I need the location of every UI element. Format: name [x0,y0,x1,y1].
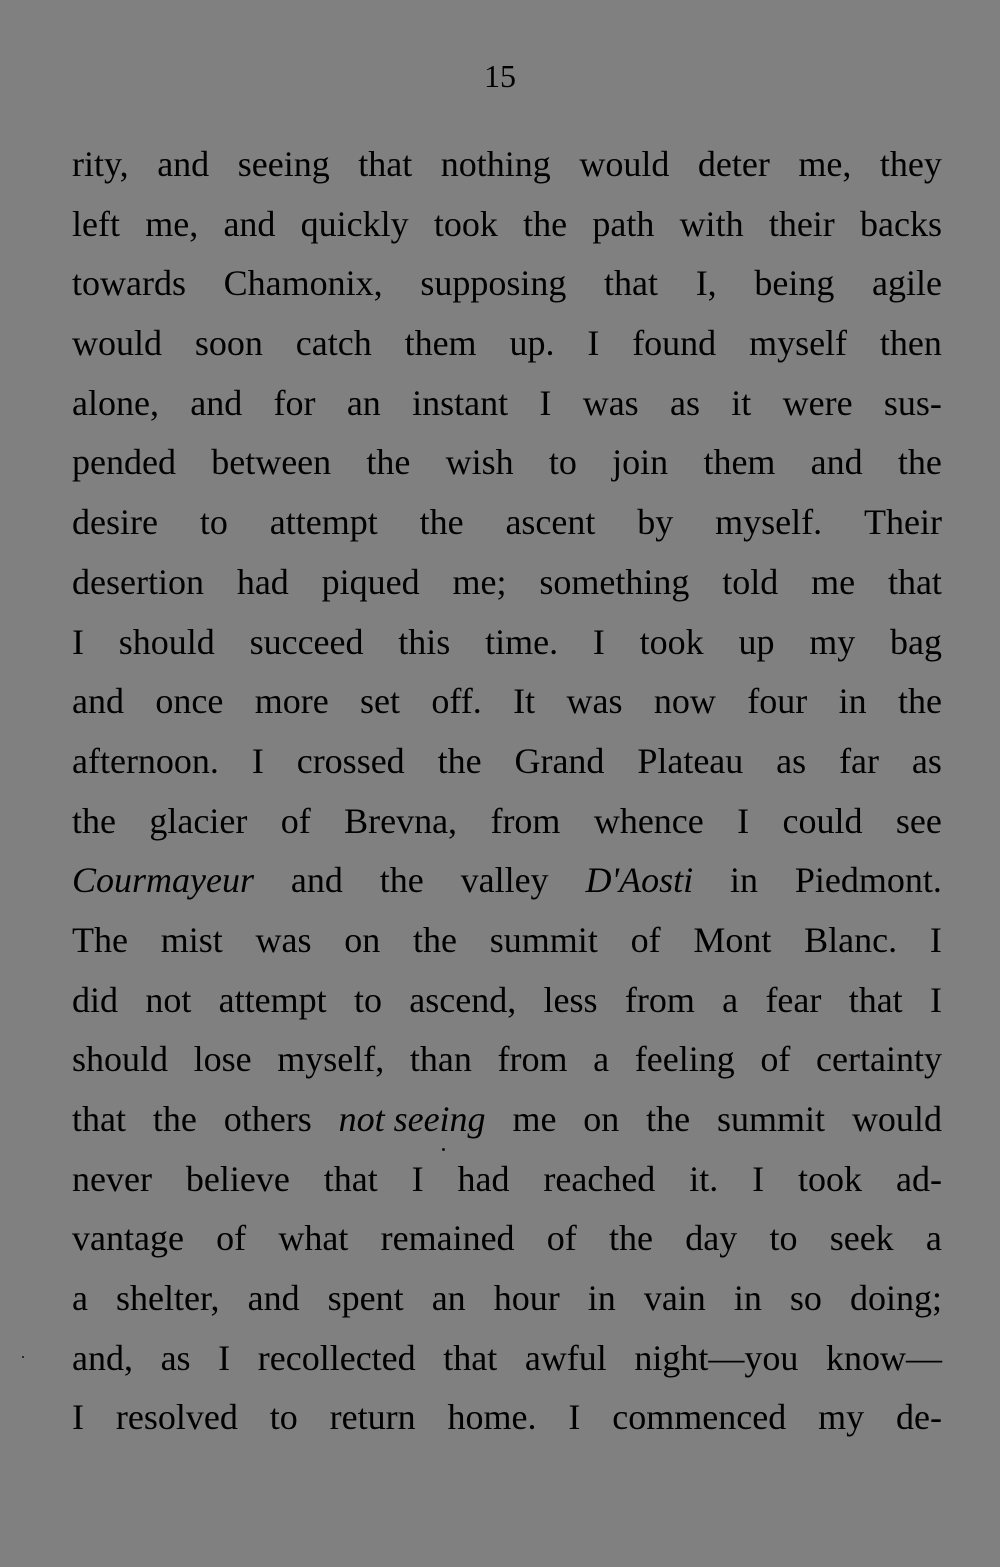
word: I [218,1337,231,1378]
word: were [782,382,853,423]
word: reached [543,1158,656,1199]
word: that [443,1337,498,1378]
word: I [251,740,264,781]
word: the [72,800,116,841]
word: crossed [296,740,405,781]
word: soon [194,323,263,364]
word: the [419,502,464,543]
word: had [236,561,289,602]
word: Brevna, [344,800,458,841]
word: afternoon. [72,740,219,781]
word: the [646,1099,691,1139]
text-line [72,1388,942,1448]
word: commenced [612,1397,787,1438]
word: know— [826,1337,942,1378]
word: on [344,919,381,960]
word: my [818,1397,865,1438]
word: piqued [321,561,420,602]
word: so [789,1278,822,1319]
word: with [679,203,744,244]
word: night—you [634,1337,799,1378]
word: took [639,621,704,662]
word: attempt [218,979,327,1020]
text-line [72,135,942,195]
word: the [897,442,942,483]
word: took [433,203,498,244]
word: shelter, [116,1278,220,1319]
word: I [592,621,605,662]
word: I [539,382,552,423]
word: that [604,263,659,304]
word: was [582,382,639,423]
word: de- [896,1397,942,1438]
word: that [72,1099,126,1139]
word: the [437,740,482,781]
word: Their [864,502,942,543]
word: sus- [883,382,942,423]
word: ascend, [409,979,517,1020]
word: attempt [269,502,378,543]
word: towards [72,263,186,304]
word: as [670,382,700,423]
word: their [768,203,835,244]
ink-speck [442,1148,445,1151]
word: succeed [249,621,364,662]
word: and [72,681,124,722]
word: awful [524,1337,607,1378]
text-line [72,672,942,732]
word: of [546,1218,577,1259]
text-line [72,1209,942,1269]
word: instant [412,382,509,423]
word: than [409,1039,472,1080]
ink-speck [22,1356,24,1358]
word: from [497,1039,568,1080]
word: rity, [72,144,129,184]
word: nothing [440,144,551,184]
word: more [254,681,329,722]
word: and [190,382,243,423]
word: the [609,1218,654,1259]
word: them [404,323,477,364]
word: me; [452,561,507,602]
word: summit [717,1099,826,1139]
word: set [360,681,401,722]
word: The [72,919,128,960]
word: that [887,561,942,602]
word: that [323,1158,378,1199]
word: would [72,323,162,364]
word: they [879,144,942,184]
word: hour [493,1278,560,1319]
word: time. [485,621,559,662]
word: up. [509,323,555,364]
word: between [211,442,332,483]
word: seek [829,1218,894,1259]
page-number: 15 [484,58,516,94]
word: vantage [72,1218,184,1259]
word: home. [447,1397,537,1438]
word: me [811,561,856,602]
word: Grand [514,740,605,781]
text-line [72,1269,942,1329]
word: agile [872,263,942,304]
word: me [512,1099,557,1139]
word: spent [327,1278,404,1319]
word: was [255,919,312,960]
word: I [72,621,84,662]
word: not seeing [338,1099,486,1139]
word: quickly [300,203,409,244]
word: the [898,681,942,722]
word: this [398,621,451,662]
word: to [769,1218,798,1259]
word: and [223,203,276,244]
word: never [72,1158,152,1199]
word: off. [431,681,482,722]
word: in [733,1278,762,1319]
word: did [72,979,119,1020]
word: by [637,502,674,543]
word: remained [380,1218,515,1259]
word: to [199,502,228,543]
word: then [879,323,942,364]
word: now [653,681,716,722]
text-line [72,613,942,673]
word: not [145,979,192,1020]
word: fear [765,979,822,1020]
word: the [379,860,424,901]
word: D'Aosti [585,860,694,901]
word: in [587,1278,616,1319]
word: lose [193,1039,252,1080]
word: see [895,800,942,841]
text-line [72,1150,942,1210]
word: desertion [72,561,204,602]
word: deter [697,144,770,184]
word: Blanc. [804,919,898,960]
word: resolved [115,1397,238,1438]
word: less [543,979,598,1020]
word: them [703,442,776,483]
word: It [513,681,536,722]
text-line [72,493,942,553]
word: it. [689,1158,719,1199]
text-line [72,314,942,374]
text-line [72,374,942,434]
word: an [346,382,381,423]
word: seeing [237,144,330,184]
word: desire [72,502,158,543]
text-line [72,971,942,1031]
word: whence [593,800,704,841]
word: I [411,1158,424,1199]
word: could [782,800,863,841]
word: myself. [715,502,823,543]
word: and [810,442,863,483]
word: I [929,919,942,960]
word: Plateau [637,740,744,781]
word: left [72,203,120,244]
word: was [566,681,623,722]
word: others [223,1099,312,1139]
word: for [273,382,316,423]
word: valley [460,860,549,901]
text-line [72,1329,942,1389]
word: path [592,203,655,244]
text-line [72,732,942,792]
word: I [72,1397,84,1438]
word: mist [160,919,223,960]
word: certainty [816,1039,942,1080]
word: up [738,621,775,662]
word: supposing [420,263,567,304]
word: of [760,1039,791,1080]
word: and [247,1278,300,1319]
word: would [579,144,670,184]
word: wish [445,442,514,483]
text-line [72,1090,942,1150]
word: I [568,1397,581,1438]
word: as [911,740,942,781]
word: the [152,1099,197,1139]
word: I, [695,263,717,304]
text-line [72,195,942,255]
word: from [624,979,695,1020]
word: join [612,442,669,483]
word: four [747,681,808,722]
word: would [851,1099,942,1139]
word: far [839,740,880,781]
text-line [72,1030,942,1090]
word: summit [489,919,598,960]
word: told [722,561,779,602]
text-line [72,792,942,852]
word: as [776,740,807,781]
word: to [548,442,577,483]
word: alone, [72,382,159,423]
word: ascent [505,502,596,543]
word: believe [185,1158,290,1199]
word: me, [798,144,852,184]
word: Chamonix, [223,263,383,304]
word: an [431,1278,466,1319]
word: catch [295,323,372,364]
word: the [413,919,458,960]
text-line [72,553,942,613]
word: recollected [257,1337,416,1378]
word: what [278,1218,349,1259]
word: ad- [895,1158,942,1199]
word: day [685,1218,738,1259]
word: of [216,1218,247,1259]
word: on [583,1099,620,1139]
text-line [72,254,942,314]
word: should [118,621,215,662]
word: return [329,1397,416,1438]
text-line [72,851,942,911]
word: feeling [634,1039,735,1080]
word: once [155,681,224,722]
word: myself, [277,1039,385,1080]
word: I [587,323,600,364]
word: Mont [693,919,772,960]
word: the [366,442,411,483]
word: to [269,1397,298,1438]
word: in [838,681,867,722]
word: that [848,979,903,1020]
word: myself [749,323,848,364]
word: pended [72,442,176,483]
word: and, [72,1337,133,1378]
word: bag [890,621,942,662]
word: a [593,1039,610,1080]
word: I [929,979,942,1020]
word: as [160,1337,191,1378]
word: doing; [849,1278,942,1319]
word: vain [643,1278,706,1319]
word: to [353,979,382,1020]
word: a [72,1278,88,1319]
body-text [72,135,942,1448]
word: backs [860,203,942,244]
word: took [798,1158,863,1199]
word: being [754,263,835,304]
word: the [523,203,568,244]
word: I [752,1158,765,1199]
word: found [632,323,717,364]
word: from [490,800,561,841]
text-line [72,433,942,493]
word: my [809,621,856,662]
word: should [72,1039,169,1080]
word: I [737,800,750,841]
word: Piedmont. [794,860,942,901]
word: it [731,382,752,423]
word: something [539,561,690,602]
word: of [280,800,311,841]
word: a [925,1218,942,1259]
word: in [730,860,759,901]
word: and [157,144,210,184]
text-line [72,911,942,971]
word: a [722,979,739,1020]
word: me, [145,203,199,244]
word: glacier [149,800,248,841]
word: of [630,919,661,960]
word: and [290,860,343,901]
word: Courmayeur [72,860,254,901]
word: had [457,1158,510,1199]
word: that [358,144,413,184]
